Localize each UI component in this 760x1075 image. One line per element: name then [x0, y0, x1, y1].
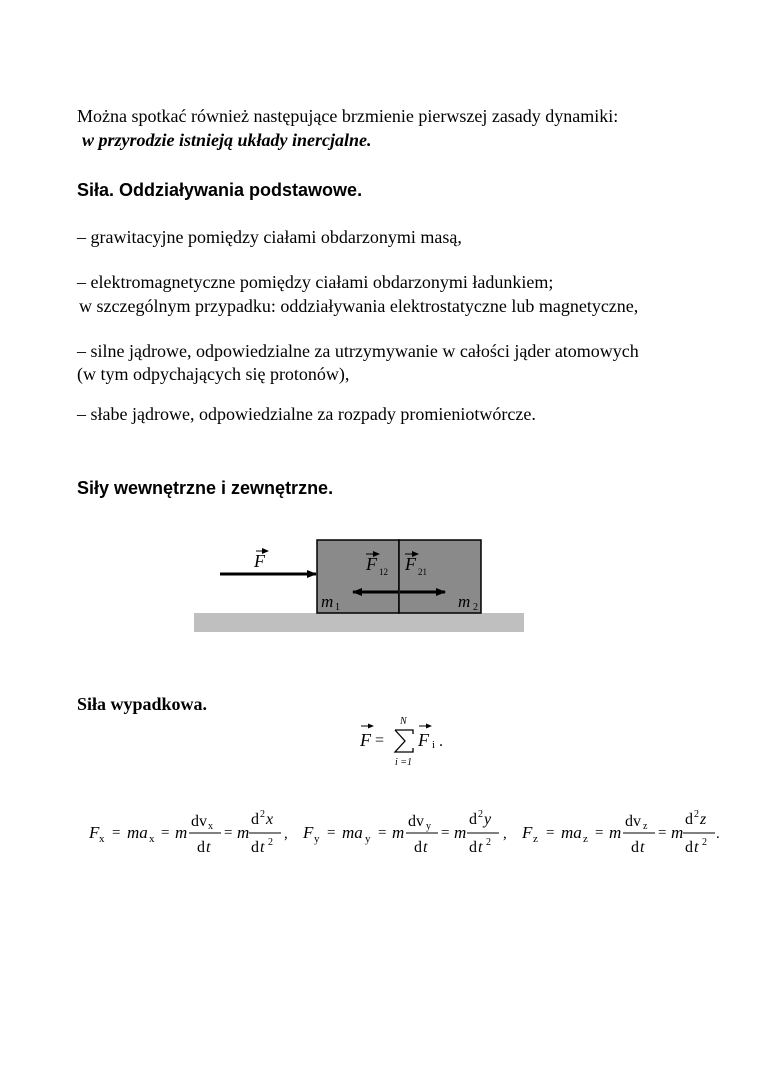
fz-d2: d [685, 811, 693, 828]
mass-1-label: m [321, 592, 334, 611]
fz-eq2: = [595, 825, 604, 841]
fx-ma-sub: x [149, 833, 155, 845]
sum-lower-limit: i =1 [395, 757, 413, 768]
heading-fundamental-interactions: Siła. Oddziaływania podstawowe. [77, 180, 363, 200]
force-12-subscript: 12 [379, 567, 388, 577]
fz-dv: dv [625, 813, 641, 830]
fx-F: F [89, 823, 100, 842]
fx-d1: d [197, 839, 205, 856]
heading-internal-external-forces: Siły wewnętrzne i zewnętrzne. [77, 478, 334, 498]
fx-d2: d [251, 811, 259, 828]
two-blocks-diagram [190, 535, 530, 635]
force-21-label: F [405, 554, 416, 574]
fx-t2-sq: 2 [268, 837, 273, 848]
fx-dv: dv [191, 813, 207, 830]
fy-d2-sq: 2 [478, 809, 483, 820]
fx-comma: , [284, 826, 288, 842]
fy-dt2: d [469, 839, 477, 856]
mass-1-subscript: 1 [335, 602, 340, 613]
heading-resultant-force: Siła wypadkowa. [77, 694, 208, 714]
fx-t1: t [206, 839, 211, 856]
equation-x [88, 809, 288, 856]
item-weak: – słabe jądrowe, odpowiedzialne za rozpady promieniotwórcze. [77, 404, 536, 424]
force-12-label: F [366, 554, 377, 574]
fz-var: z [700, 811, 707, 828]
item-strong-line-1: – silne jądrowe, odpowiedzialne za utrzymywanie w całości jąder atomowych [77, 341, 639, 361]
fz-F: F [522, 823, 533, 842]
fy-t2-sq: 2 [486, 837, 491, 848]
mass-2-label: m [458, 592, 471, 611]
fy-d2: d [469, 811, 477, 828]
fy-F: F [303, 823, 314, 842]
fy-eq3: = [441, 825, 450, 841]
fz-t1: t [640, 839, 645, 856]
external-force-label: F [254, 551, 265, 571]
fy-comma: , [503, 826, 507, 842]
fz-d1: d [631, 839, 639, 856]
mass-2-subscript: 2 [473, 602, 478, 613]
fx-dv-sub: x [208, 821, 213, 832]
resultant-sum-formula [350, 710, 460, 772]
fx-d2-sq: 2 [260, 809, 265, 820]
fx-sub: x [99, 833, 105, 845]
fz-t2-sq: 2 [702, 837, 707, 848]
fz-ma-sub: z [583, 833, 588, 845]
sum-dot: . [439, 733, 443, 750]
fy-var: y [484, 811, 492, 828]
fy-dv: dv [408, 813, 424, 830]
item-electromagnetic-line-2: w szczególnym przypadku: oddziaływania elektrostatyczne lub magnetyczne, [79, 296, 639, 316]
fz-m2: m [671, 823, 684, 842]
sum-term-F: F [418, 730, 429, 750]
fz-eq1: = [546, 825, 555, 841]
item-strong-line-2: (w tym odpychających się protonów), [77, 364, 350, 384]
fz-sub: z [533, 833, 538, 845]
equation-y [302, 809, 507, 856]
fz-dv-sub: z [643, 821, 648, 832]
fz-eq3: = [658, 825, 667, 841]
fy-eq1: = [327, 825, 336, 841]
fz-period: . [716, 826, 720, 842]
fy-t2: t [478, 839, 483, 856]
fz-ma: ma [561, 823, 582, 842]
equation-z [521, 809, 720, 856]
fy-t1: t [423, 839, 428, 856]
item-gravitational: – grawitacyjne pomiędzy ciałami obdarzonymi masą, [77, 227, 462, 247]
fz-t2: t [694, 839, 699, 856]
component-equations [85, 805, 725, 865]
fy-sub: y [314, 833, 320, 845]
fx-eq1: = [112, 825, 121, 841]
fy-ma: ma [342, 823, 363, 842]
fy-m2: m [454, 823, 467, 842]
fy-eq2: = [378, 825, 387, 841]
fz-dt2: d [685, 839, 693, 856]
fz-d2-sq: 2 [694, 809, 699, 820]
fx-t2: t [260, 839, 265, 856]
fx-m2: m [237, 823, 250, 842]
fy-dv-sub: y [426, 821, 431, 832]
sum-term-subscript: i [432, 739, 436, 751]
fy-ma-sub: y [365, 833, 371, 845]
fx-ma: ma [127, 823, 148, 842]
sum-lhs-F: F [360, 730, 371, 750]
sum-equals: = [375, 732, 385, 749]
fx-eq3: = [224, 825, 233, 841]
sum-upper-limit: N [400, 716, 407, 727]
fy-m1: m [392, 823, 405, 842]
fx-dt2: d [251, 839, 259, 856]
fz-m1: m [609, 823, 622, 842]
fx-var: x [266, 811, 274, 828]
fx-eq2: = [161, 825, 170, 841]
intro-line-2: w przyrodzie istnieją układy inercjalne. [82, 130, 372, 150]
intro-line-1: Można spotkać również następujące brzmienie pierwszej zasady dynamiki: [77, 106, 619, 126]
item-electromagnetic-line-1: – elektromagnetyczne pomiędzy ciałami obdarzonymi ładunkiem; [77, 272, 554, 292]
fx-m1: m [175, 823, 188, 842]
sigma-sign [395, 730, 413, 752]
force-21-subscript: 21 [418, 567, 427, 577]
fy-d1: d [414, 839, 422, 856]
ground-surface [194, 613, 524, 632]
